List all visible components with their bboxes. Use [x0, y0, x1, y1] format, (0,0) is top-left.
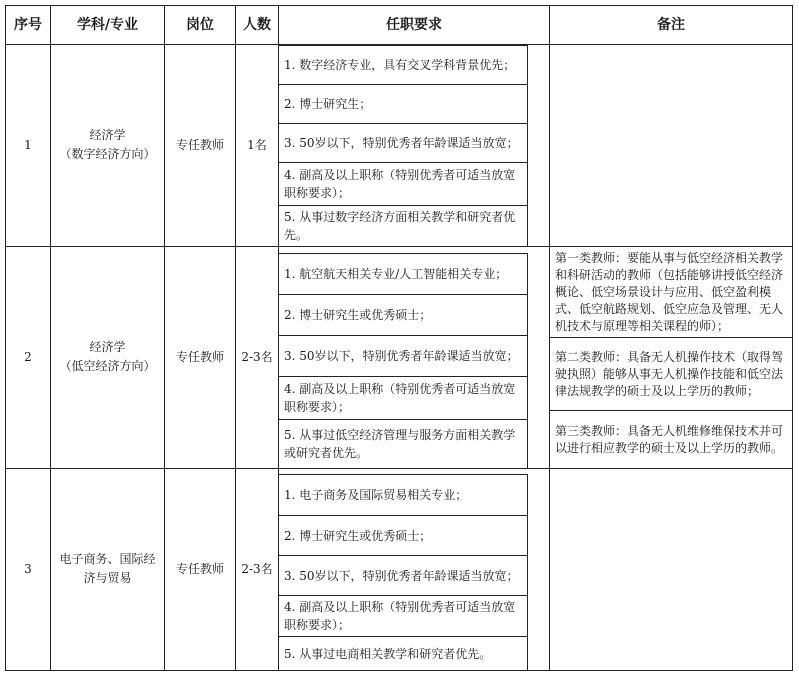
row-3-req-3: 3. 50岁以下，特别优秀者年龄课适当放宽；: [278, 555, 528, 596]
row-1-subject-line2: （数字经济方向）: [59, 147, 156, 161]
row-1-req-1: 1. 数字经济专业，具有交叉学科背景优先；: [278, 45, 528, 85]
row-3-req-1: 1. 电子商务及国际贸易相关专业；: [278, 474, 528, 516]
row-3-seq: 3: [5, 468, 51, 671]
header-position: 岗位: [164, 5, 236, 45]
header-requirements: 任职要求: [278, 5, 550, 45]
row-3-subject-line1: 电子商务、国际经: [59, 552, 156, 566]
row-3-req-4: 4. 副高及以上职称（特别优秀者可适当放宽职称要求）；: [278, 595, 528, 637]
row-3-req-2: 2. 博士研究生或优秀硕士；: [278, 515, 528, 556]
row-2-req-4: 4. 副高及以上职称（特别优秀者可适当放宽职称要求）；: [278, 376, 528, 420]
row-2-count: 2-3名: [235, 246, 279, 469]
row-3-position: 专任教师: [164, 468, 236, 671]
row-2-position: 专任教师: [164, 246, 236, 469]
row-2-remark-1: 第一类教师：要能从事与低空经济相关教学和科研活动的教师（包括能够讲授低空经济概论、低空场景设计与应用、低空盈利模式、低空航路规划、低空应急及管理、无人机技术与原理等相关课程的师）；: [549, 246, 793, 338]
row-1-req-4: 4. 副高及以上职称（特别优秀者可适当放宽职称要求）；: [278, 162, 528, 206]
row-2-remark-3: 第三类教师：具备无人机维修维保技术并可以进行相应教学的硕士及以上学历的教师。: [549, 410, 793, 469]
recruitment-table: [5, 5, 793, 671]
row-1-remarks: [549, 44, 793, 247]
row-1-position: 专任教师: [164, 44, 236, 247]
row-1-req-2: 2. 博士研究生；: [278, 84, 528, 124]
row-1-seq: 1: [5, 44, 51, 247]
row-3-count: 2-3名: [235, 468, 279, 671]
row-3-remarks: [549, 468, 793, 671]
row-2-subject: [50, 246, 165, 469]
header-subject: 学科/专业: [50, 5, 165, 45]
header-count: 人数: [235, 5, 279, 45]
row-2-req-1: 1. 航空航天相关专业/人工智能相关专业；: [278, 253, 528, 295]
row-2-req-5: 5. 从事过低空经济管理与服务方面相关教学或研究者优先。: [278, 419, 528, 469]
row-2-seq: 2: [5, 246, 51, 469]
row-1-count: 1名: [235, 44, 279, 247]
row-2-req-2: 2. 博士研究生或优秀硕士；: [278, 294, 528, 336]
row-1-req-3: 3. 50岁以下，特别优秀者年龄课适当放宽；: [278, 123, 528, 163]
row-1-subject-line1: 经济学: [89, 128, 126, 142]
header-seq: 序号: [5, 5, 51, 45]
row-2-subject-line1: 经济学: [89, 340, 126, 354]
row-2-req-3: 3. 50岁以下，特别优秀者年龄课适当放宽；: [278, 335, 528, 377]
row-3-subject-line2: 济与贸易: [83, 571, 132, 585]
row-1-subject: [50, 44, 165, 247]
header-remarks: 备注: [549, 5, 793, 45]
row-2-subject-line2: （低空经济方向）: [59, 359, 156, 373]
row-1-req-5: 5. 从事过数字经济方面相关教学和研究者优先。: [278, 205, 528, 247]
row-2-remark-2: 第二类教师：具备无人机操作技术（取得驾驶执照）能够从事无人机操作技能和低空法律法规教学的硕士及以上学历的教师；: [549, 337, 793, 411]
row-3-req-5: 5. 从事过电商相关教学和研究者优先。: [278, 636, 528, 671]
row-3-subject: [50, 468, 165, 671]
